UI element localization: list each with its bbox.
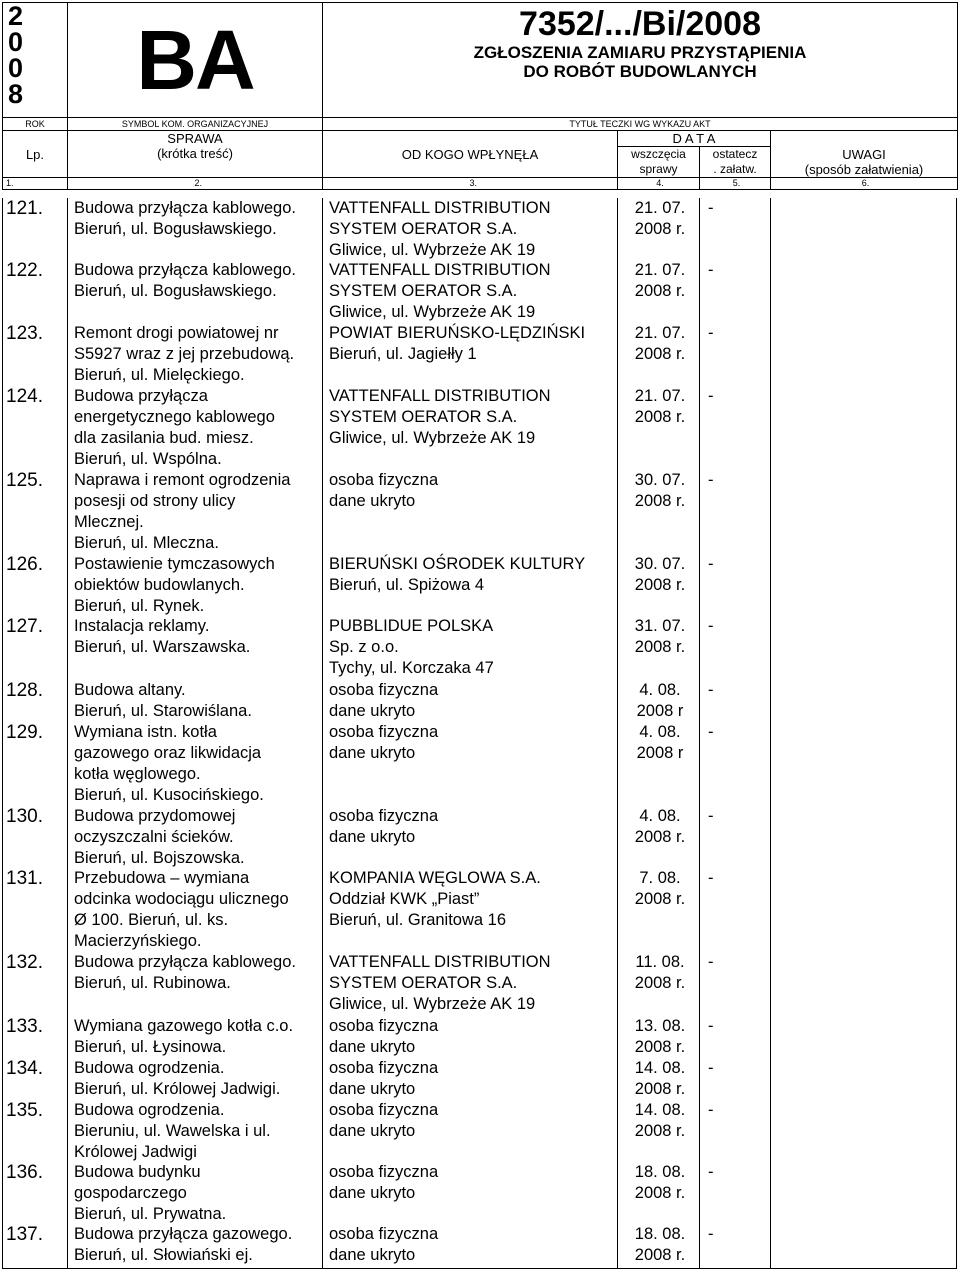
entry-closed-date: - bbox=[708, 953, 714, 971]
entry-sender-line: osoba fizyczna bbox=[329, 723, 439, 741]
entry-matter bbox=[74, 1224, 324, 1266]
entry-sender-line: Tychy, ul. Korczaka 47 bbox=[329, 659, 494, 677]
entry-matter bbox=[74, 198, 324, 240]
entry-start-date bbox=[622, 386, 698, 428]
entry-sender-line: dane ukryto bbox=[329, 1080, 416, 1098]
entry-start-date-line: 11. 08. bbox=[635, 953, 685, 971]
entry-matter-line: Bieruń, ul. Królowej Jadwigi. bbox=[74, 1080, 281, 1098]
entry-sender bbox=[329, 470, 619, 512]
entry-sender-line: dane ukryto bbox=[329, 1246, 416, 1264]
entry-sender-line: Gliwice, ul. Wybrzeże AK 19 bbox=[329, 303, 536, 321]
entry-start-date bbox=[622, 680, 698, 722]
entry-sender-line: Gliwice, ul. Wybrzeże AK 19 bbox=[329, 429, 536, 447]
entry-matter-line: obiektów budowlanych. bbox=[74, 576, 245, 594]
entry-matter-line: Budowa przyłącza kablowego. bbox=[74, 261, 296, 279]
entry-sender bbox=[329, 952, 619, 1015]
entry-closed-date: - bbox=[708, 723, 714, 741]
entry-matter-line: Bieruń, ul. Rynek. bbox=[74, 597, 205, 615]
entry-start-date-line: 2008 r bbox=[636, 744, 684, 762]
entry-closed-date: - bbox=[708, 261, 714, 279]
register-page bbox=[2, 2, 957, 1269]
entry-matter bbox=[74, 806, 324, 869]
entry-start-date-line: 2008 r. bbox=[634, 1080, 686, 1098]
entry-matter bbox=[74, 323, 324, 386]
column-number: 3. bbox=[323, 178, 618, 190]
column-number: 1. bbox=[3, 178, 68, 190]
entry-start-date-line: 7. 08. bbox=[639, 869, 681, 887]
entry-start-date-line: 2008 r bbox=[636, 702, 684, 720]
entry-matter-line: Bieruń, ul. Słowiański ej. bbox=[74, 1246, 253, 1264]
entry-start-date bbox=[622, 554, 698, 596]
entry-closed-date: - bbox=[708, 1101, 714, 1119]
column-header-sprawa-line1: SPRAWA bbox=[167, 131, 223, 146]
column-header-uwagi-line1: UWAGI bbox=[842, 147, 886, 162]
entry-closed-date: - bbox=[708, 471, 714, 489]
entry-start-date-line: 2008 r. bbox=[634, 1122, 686, 1140]
entry-start-date bbox=[622, 1016, 698, 1058]
entry-start-date-line: 2008 r. bbox=[634, 220, 686, 238]
entry-start-date bbox=[622, 1162, 698, 1204]
entry-sender-line: dane ukryto bbox=[329, 1038, 416, 1056]
entry-sender-line: SYSTEM OERATOR S.A. bbox=[329, 220, 518, 238]
entry-matter bbox=[74, 1100, 324, 1163]
entry-number: 136. bbox=[6, 1162, 43, 1183]
column-header-wszczecia-line2: sprawy bbox=[639, 162, 678, 176]
entry-sender-line: POWIAT BIERUŃSKO-LĘDZIŃSKI bbox=[329, 324, 586, 342]
column-number: 4. bbox=[618, 178, 700, 190]
entry-matter-line: Postawienie tymczasowych bbox=[74, 555, 275, 573]
column-header-ostatecz bbox=[700, 147, 771, 178]
entry-matter-line: Bieruń, ul. Łysinowa. bbox=[74, 1038, 227, 1056]
entry-matter-line: Ø 100. Bieruń, ul. ks. bbox=[74, 911, 229, 929]
entry-start-date-line: 2008 r. bbox=[634, 638, 686, 656]
entry-matter-line: Bieruń, ul. Wspólna. bbox=[74, 450, 222, 468]
entry-start-date bbox=[622, 260, 698, 302]
entry-sender bbox=[329, 616, 619, 679]
entry-start-date-line: 4. 08. bbox=[639, 723, 681, 741]
entry-start-date-line: 21. 07. bbox=[634, 199, 686, 217]
register-header bbox=[2, 2, 958, 190]
entry-closed-date: - bbox=[708, 387, 714, 405]
entry-start-date-line: 2008 r. bbox=[634, 492, 686, 510]
entry-matter-line: Bieruń, ul. Bojszowska. bbox=[74, 849, 245, 867]
entry-number: 135. bbox=[6, 1100, 43, 1121]
entry-sender-line: osoba fizyczna bbox=[329, 1225, 439, 1243]
entry-closed-date: - bbox=[708, 681, 714, 699]
entry-sender-line: Sp. z o.o. bbox=[329, 638, 399, 656]
entry-start-date-line: 13. 08. bbox=[634, 1017, 686, 1035]
entry-matter-line: Bieruń, ul. Mielęckiego. bbox=[74, 366, 245, 384]
entry-start-date-line: 31. 07. bbox=[634, 617, 686, 635]
column-header-sprawa bbox=[68, 131, 323, 178]
entry-sender-line: osoba fizyczna bbox=[329, 1059, 439, 1077]
entry-sender-line: SYSTEM OERATOR S.A. bbox=[329, 408, 518, 426]
entry-closed-date: - bbox=[708, 617, 714, 635]
entry-sender-line: osoba fizyczna bbox=[329, 807, 439, 825]
entry-start-date bbox=[622, 868, 698, 910]
entry-matter-line: Macierzyńskiego. bbox=[74, 932, 202, 950]
entry-sender-line: osoba fizyczna bbox=[329, 1163, 439, 1181]
entry-start-date-line: 4. 08. bbox=[639, 681, 681, 699]
entry-start-date-line: 30. 07. bbox=[634, 471, 686, 489]
year-digit: 0 bbox=[8, 27, 24, 57]
entry-sender-line: SYSTEM OERATOR S.A. bbox=[329, 282, 518, 300]
column-header-wszczecia-line1: wszczęcia bbox=[631, 147, 686, 161]
entry-start-date bbox=[622, 1100, 698, 1142]
file-title-cell bbox=[323, 3, 958, 118]
entry-start-date-line: 2008 r. bbox=[634, 345, 686, 363]
entry-start-date-line: 2008 r. bbox=[634, 1184, 686, 1202]
entry-closed-date: - bbox=[708, 807, 714, 825]
entry-sender-line: KOMPANIA WĘGLOWA S.A. bbox=[329, 869, 541, 887]
entry-sender-line: PUBBLIDUE POLSKA bbox=[329, 617, 494, 635]
entry-matter bbox=[74, 386, 324, 470]
entry-number: 127. bbox=[6, 616, 43, 637]
entry-sender bbox=[329, 1162, 619, 1204]
label-symbol: SYMBOL KOM. ORGANIZACYJNEJ bbox=[68, 118, 323, 131]
entry-sender-line: Oddział KWK „Piast” bbox=[329, 890, 480, 908]
entry-sender-line: VATTENFALL DISTRIBUTION bbox=[329, 261, 551, 279]
entry-sender bbox=[329, 680, 619, 722]
entry-sender-line: dane ukryto bbox=[329, 702, 416, 720]
entry-start-date-line: 21. 07. bbox=[634, 387, 686, 405]
entry-matter-line: Budowa przyłącza kablowego. bbox=[74, 953, 296, 971]
entry-sender-line: dane ukryto bbox=[329, 492, 416, 510]
entry-matter-line: Budowa altany. bbox=[74, 681, 186, 699]
entry-sender bbox=[329, 1058, 619, 1100]
entry-matter-line: Bieruń, ul. Rubinowa. bbox=[74, 974, 231, 992]
entry-sender-line: osoba fizyczna bbox=[329, 681, 439, 699]
entry-number: 122. bbox=[6, 260, 43, 281]
entry-matter-line: Naprawa i remont ogrodzenia bbox=[74, 471, 291, 489]
entry-closed-date: - bbox=[708, 1017, 714, 1035]
entry-matter-line: Bieruń, ul. Bogusławskiego. bbox=[74, 220, 277, 238]
column-header-sprawa-line2: (krótka treść) bbox=[157, 146, 233, 161]
entry-start-date-line: 21. 07. bbox=[634, 261, 686, 279]
label-rok: ROK bbox=[3, 118, 68, 131]
entry-start-date bbox=[622, 952, 698, 994]
entry-start-date-line: 2008 r. bbox=[634, 1246, 686, 1264]
entry-matter bbox=[74, 470, 324, 554]
entry-sender bbox=[329, 1016, 619, 1058]
column-header-ostatecz-line2: . załatw. bbox=[713, 162, 757, 176]
entry-matter-line: Budowa przyłącza gazowego. bbox=[74, 1225, 293, 1243]
entry-number: 124. bbox=[6, 386, 43, 407]
entry-sender-line: dane ukryto bbox=[329, 1184, 416, 1202]
year-digit: 2 bbox=[8, 1, 24, 31]
entry-closed-date: - bbox=[708, 869, 714, 887]
entry-matter-line: Bieruń, ul. Warszawska. bbox=[74, 638, 251, 656]
entry-start-date-line: 2008 r. bbox=[634, 1038, 686, 1056]
entry-matter bbox=[74, 1162, 324, 1225]
entry-matter-line: Budowa budynku bbox=[74, 1163, 201, 1181]
entry-number: 133. bbox=[6, 1016, 43, 1037]
column-header-lp: Lp. bbox=[3, 131, 68, 178]
entry-start-date-line: 30. 07. bbox=[634, 555, 686, 573]
entry-matter-line: oczyszczalni ścieków. bbox=[74, 828, 234, 846]
entry-start-date-line: 2008 r. bbox=[634, 890, 686, 908]
entry-sender-line: dane ukryto bbox=[329, 744, 416, 762]
column-number: 2. bbox=[68, 178, 323, 190]
entry-matter bbox=[74, 1016, 324, 1058]
entry-start-date-line: 4. 08. bbox=[639, 807, 681, 825]
entry-sender-line: VATTENFALL DISTRIBUTION bbox=[329, 387, 551, 405]
entry-number: 126. bbox=[6, 554, 43, 575]
entry-sender bbox=[329, 386, 619, 449]
entry-matter bbox=[74, 868, 324, 952]
entry-start-date bbox=[622, 806, 698, 848]
column-header-uwagi-line2: (sposób załatwienia) bbox=[804, 162, 924, 177]
entry-number: 128. bbox=[6, 680, 43, 701]
entry-matter-line: energetycznego kablowego bbox=[74, 408, 275, 426]
entry-matter bbox=[74, 722, 324, 806]
entry-matter-line: Budowa przydomowej bbox=[74, 807, 236, 825]
label-tytul: TYTUŁ TECZKI WG WYKAZU AKT bbox=[323, 118, 958, 131]
entry-sender-line: osoba fizyczna bbox=[329, 1101, 439, 1119]
entry-matter-line: Bieruniu, ul. Wawelska i ul. bbox=[74, 1122, 271, 1140]
entry-matter-line: Przebudowa – wymiana bbox=[74, 869, 250, 887]
entry-start-date-line: 2008 r. bbox=[634, 408, 686, 426]
entry-matter-line: Bieruń, ul. Prywatna. bbox=[74, 1205, 227, 1223]
entry-sender bbox=[329, 722, 619, 764]
entry-matter bbox=[74, 260, 324, 302]
entry-closed-date: - bbox=[708, 324, 714, 342]
column-header-od-kogo: OD KOGO WPŁYNĘŁA bbox=[323, 131, 618, 178]
entry-sender-line: dane ukryto bbox=[329, 828, 416, 846]
entry-matter-line: Bieruń, ul. Starowiślana. bbox=[74, 702, 252, 720]
entry-number: 121. bbox=[6, 198, 43, 219]
column-number: 6. bbox=[771, 178, 958, 190]
entry-sender-line: osoba fizyczna bbox=[329, 1017, 439, 1035]
entry-matter bbox=[74, 554, 324, 617]
column-header-data: D A T A bbox=[618, 131, 771, 147]
entry-sender-line: Gliwice, ul. Wybrzeże AK 19 bbox=[329, 241, 536, 259]
entry-sender bbox=[329, 323, 619, 365]
entry-sender bbox=[329, 868, 619, 931]
entry-matter bbox=[74, 680, 324, 722]
column-number: 5. bbox=[700, 178, 771, 190]
entry-start-date bbox=[622, 198, 698, 240]
year-digit: 0 bbox=[8, 53, 24, 83]
entry-matter-line: Budowa ogrodzenia. bbox=[74, 1101, 225, 1119]
column-header-wszczecia bbox=[618, 147, 700, 178]
entry-number: 132. bbox=[6, 952, 43, 973]
entry-sender-line: SYSTEM OERATOR S.A. bbox=[329, 974, 518, 992]
entry-matter-line: gospodarczego bbox=[74, 1184, 187, 1202]
entry-matter-line: S5927 wraz z jej przebudową. bbox=[74, 345, 295, 363]
entry-sender-line: VATTENFALL DISTRIBUTION bbox=[329, 953, 551, 971]
year-digits bbox=[3, 3, 68, 118]
entry-matter bbox=[74, 952, 324, 994]
entry-number: 123. bbox=[6, 323, 43, 344]
entry-matter-line: Budowa przyłącza bbox=[74, 387, 208, 405]
entry-closed-date: - bbox=[708, 1225, 714, 1243]
entry-matter-line: Wymiana istn. kotła bbox=[74, 723, 217, 741]
year-digit: 8 bbox=[8, 79, 24, 109]
entry-number: 130. bbox=[6, 806, 43, 827]
entry-start-date-line: 2008 r. bbox=[634, 282, 686, 300]
entry-matter-line: posesji od strony ulicy bbox=[74, 492, 236, 510]
entry-number: 131. bbox=[6, 868, 43, 889]
entry-closed-date: - bbox=[708, 1163, 714, 1181]
entry-start-date-line: 18. 08. bbox=[634, 1163, 686, 1181]
entry-sender-line: VATTENFALL DISTRIBUTION bbox=[329, 199, 551, 217]
entry-start-date bbox=[622, 1224, 698, 1266]
entry-start-date-line: 2008 r. bbox=[634, 828, 686, 846]
entry-matter-line: Budowa ogrodzenia. bbox=[74, 1059, 225, 1077]
entry-number: 134. bbox=[6, 1058, 43, 1079]
entry-sender bbox=[329, 1224, 619, 1266]
entry-closed-date: - bbox=[708, 1059, 714, 1077]
entry-matter bbox=[74, 1058, 324, 1100]
entry-matter-line: kotła węglowego. bbox=[74, 765, 201, 783]
entry-matter-line: Bieruń, ul. Kusocińskiego. bbox=[74, 786, 264, 804]
entry-matter-line: Remont drogi powiatowej nr bbox=[74, 324, 279, 342]
entry-start-date-line: 14. 08. bbox=[634, 1101, 686, 1119]
entry-sender-line: Bieruń, ul. Granitowa 16 bbox=[329, 911, 507, 929]
column-header-ostatecz-line1: ostatecz bbox=[712, 147, 758, 161]
column-header-uwagi bbox=[771, 131, 958, 178]
entry-number: 125. bbox=[6, 470, 43, 491]
entry-closed-date: - bbox=[708, 555, 714, 573]
entry-sender bbox=[329, 1100, 619, 1142]
title-line-2: DO ROBÓT BUDOWLANYCH bbox=[523, 62, 757, 81]
entry-sender-line: Bieruń, ul. Spiżowa 4 bbox=[329, 576, 485, 594]
entry-matter-line: Bieruń, ul. Mleczna. bbox=[74, 534, 219, 552]
entry-start-date-line: 21. 07. bbox=[634, 324, 686, 342]
entry-start-date-line: 18. 08. bbox=[634, 1225, 686, 1243]
entry-number: 129. bbox=[6, 722, 43, 743]
entry-sender-line: osoba fizyczna bbox=[329, 471, 439, 489]
entry-matter-line: gazowego oraz likwidacja bbox=[74, 744, 262, 762]
entry-sender bbox=[329, 260, 619, 323]
entry-start-date bbox=[622, 722, 698, 764]
entry-matter-line: dla zasilania bud. miesz. bbox=[74, 429, 254, 447]
entry-sender-line: Gliwice, ul. Wybrzeże AK 19 bbox=[329, 995, 536, 1013]
entry-number: 137. bbox=[6, 1224, 43, 1245]
entry-matter-line: Wymiana gazowego kotła c.o. bbox=[74, 1017, 294, 1035]
entry-start-date bbox=[622, 616, 698, 658]
entry-matter bbox=[74, 616, 324, 658]
entry-matter-line: Bieruń, ul. Bogusławskiego. bbox=[74, 282, 277, 300]
entry-sender-line: BIERUŃSKI OŚRODEK KULTURY bbox=[329, 555, 586, 573]
entry-sender bbox=[329, 198, 619, 261]
entry-sender-line: dane ukryto bbox=[329, 1122, 416, 1140]
organizational-symbol: BA bbox=[68, 3, 323, 118]
entry-start-date bbox=[622, 323, 698, 365]
entry-matter-line: Budowa przyłącza kablowego. bbox=[74, 199, 296, 217]
entry-sender-line: Bieruń, ul. Jagiełły 1 bbox=[329, 345, 477, 363]
entry-start-date-line: 14. 08. bbox=[634, 1059, 686, 1077]
file-number: 7352/.../Bi/2008 bbox=[519, 5, 761, 43]
entry-matter-line: Królowej Jadwigi bbox=[74, 1143, 197, 1161]
entry-start-date bbox=[622, 1058, 698, 1100]
entry-sender bbox=[329, 554, 619, 596]
entry-start-date-line: 2008 r. bbox=[634, 974, 686, 992]
entry-matter-line: Instalacja reklamy. bbox=[74, 617, 210, 635]
entry-matter-line: Mlecznej. bbox=[74, 513, 144, 531]
title-line-1: ZGŁOSZENIA ZAMIARU PRZYSTĄPIENIA bbox=[473, 43, 807, 62]
entry-sender bbox=[329, 806, 619, 848]
entry-start-date bbox=[622, 470, 698, 512]
entry-closed-date: - bbox=[708, 199, 714, 217]
entry-start-date-line: 2008 r. bbox=[634, 576, 686, 594]
entry-matter-line: odcinka wodociągu ulicznego bbox=[74, 890, 289, 908]
